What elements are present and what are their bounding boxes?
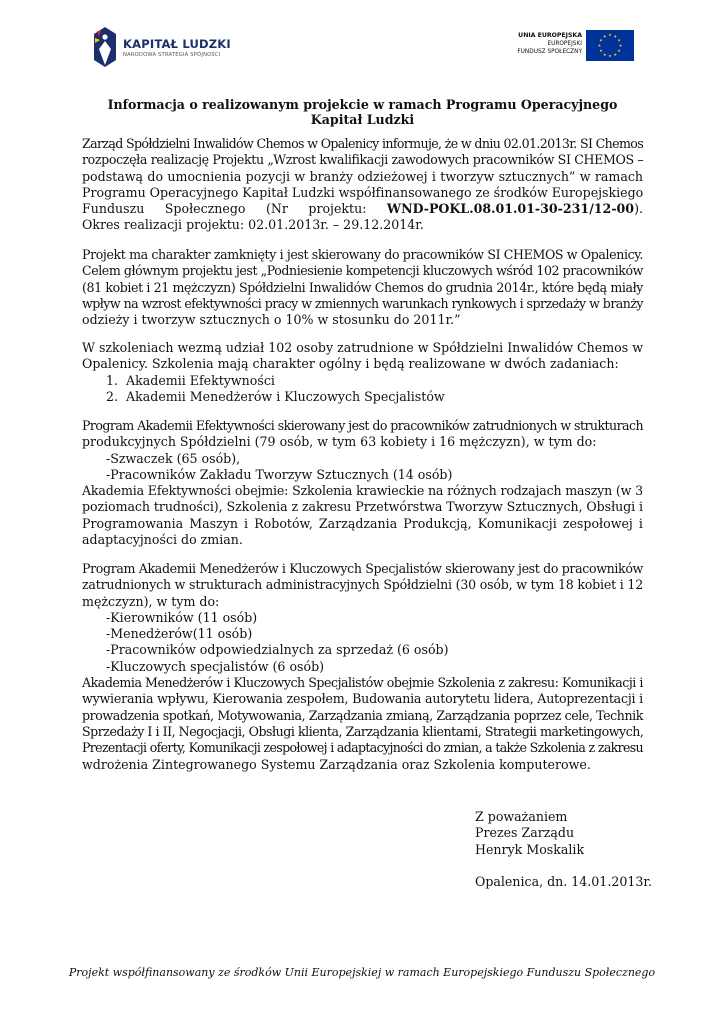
eu-flag-icon <box>586 30 634 61</box>
paragraph-trainings <box>82 340 643 405</box>
text-line: Akademia Efektywności obejmie: Szkolenia krawieckie na różnych rodzajach maszyn (w 3 <box>82 483 644 499</box>
list-item: -Kluczowych specjalistów (6 osób) <box>106 658 325 674</box>
paragraph-managers-academy <box>82 561 643 773</box>
list-item: 2. Akademii Menedżerów i Kluczowych Specjalistów <box>106 388 445 404</box>
eu-line-2: EUROPEJSKI <box>547 41 582 47</box>
signature-name: Henryk Moskalik <box>475 841 585 857</box>
text-line: zatrudnionych w strukturach administracyjnych Spółdzielni (30 osób, w tym 18 kobiet i 12 <box>82 577 644 593</box>
text-line: prowadzenia spotkań, Motywowania, Zarządzania zmianą, Zarządzania poprzez cele, Technik <box>82 707 643 723</box>
list-item: -Pracowników odpowiedzialnych za sprzedaż (6 osób) <box>106 642 449 658</box>
text-line: podstawą do umocnienia pozycji w branży odzieżowej i tworzyw sztucznych” w ramach <box>82 168 644 184</box>
project-number-suffix: ). <box>634 201 643 217</box>
document-title: Informacja o realizowanym projekcie w ramach Programu Operacyjnego Kapitał Ludzki <box>107 97 618 127</box>
text-line: Akademia Menedżerów i Kluczowych Specjalistów obejmie Szkolenia z zakresu: Komunikacji i <box>82 675 643 691</box>
kapital-ludzki-title: KAPITAŁ LUDZKI <box>123 37 231 51</box>
signature-closing: Z poważaniem <box>475 809 568 824</box>
eu-logo <box>480 29 636 63</box>
signature-date: Opalenica, dn. 14.01.2013r. <box>475 874 653 889</box>
list-item: 1. Akademii Efektywności <box>106 372 275 388</box>
text-line-period: Okres realizacji projektu: 02.01.2013r. – 29.12.2014r. <box>82 217 424 233</box>
signature-role: Prezes Zarządu <box>475 825 575 841</box>
list-item: -Menedżerów(11 osób) <box>106 626 253 642</box>
text-line: rozpoczęła realizację Projektu „Wzrost kwalifikacji zawodowych pracowników SI CHEMOS – <box>82 152 644 168</box>
kapital-ludzki-subtitle: NARODOWA STRATEGIA SPÓJNOŚCI <box>123 52 221 58</box>
project-number: WND-POKL.08.01.01-30-231/12-00 <box>386 201 635 217</box>
eu-line-3: FUNDUSZ SPOŁECZNY <box>517 49 582 55</box>
text-line: produkcyjnych Spółdzielni (79 osób, w tym 63 kobiety i 16 mężczyzn), w tym do: <box>82 434 597 450</box>
text-line: wpływ na wzrost efektywności pracy w zmiennych warunkach rynkowych i sprzedaży w branży <box>82 295 644 311</box>
text-line: Program Akademii Menedżerów i Kluczowych Specjalistów skierowany jest do pracowników <box>82 561 643 576</box>
text-line: Program Akademii Efektywności skierowany jest do pracowników zatrudnionych w strukturach <box>82 418 644 433</box>
text-line: odzieży i tworzyw sztucznych o 10% w stosunku do 2011r.” <box>82 312 461 328</box>
text-line: adaptacyjności do zmian. <box>82 532 243 548</box>
list-item: -Szwaczek (65 osób), <box>106 450 241 466</box>
text-line: wywierania wpływu, Kierowania zespołem, Budowania autorytetu lidera, Autoprezentacji i <box>82 691 643 707</box>
paragraph-goal <box>82 247 643 328</box>
text-line: Programu Operacyjnego Kapitał Ludzki współfinansowanego ze środków Europejskiego <box>82 184 644 200</box>
text-line: Sprzedaży I i II, Negocjacji, Obsługi klienta, Zarządzania klientami, Strategii marketingowych, <box>82 723 644 739</box>
text-line: Opalenicy. Szkolenia mają charakter ogólny i będą realizowane w dwóch zadaniach: <box>82 356 619 372</box>
text-line: Zarząd Spółdzielni Inwalidów Chemos w Opalenicy informuje, że w dniu 02.01.2013r. SI Chemos <box>82 136 644 151</box>
eu-line-1: UNIA EUROPEJSKA <box>518 32 582 39</box>
list-item: -Kierowników (11 osób) <box>106 609 258 625</box>
kapital-ludzki-logo <box>92 27 232 69</box>
kapital-ludzki-emblem-icon <box>92 27 118 67</box>
text-line: (81 kobiet i 21 mężczyzn) Spółdzielni Inwalidów Chemos do grudnia 2014r., które będą miały <box>82 279 644 295</box>
list-item: -Pracowników Zakładu Tworzyw Sztucznych (14 osób) <box>106 466 453 482</box>
signature-block <box>475 809 584 858</box>
text-line: Celem głównym projektu jest „Podniesienie kompetencji kluczowych wśród 102 pracowników <box>82 263 643 279</box>
paragraph-efficiency-academy <box>82 418 643 548</box>
text-line: mężczyzn), w tym do: <box>82 593 220 609</box>
text-line: poziomach trudności), Szkolenia z zakresu Przetwórstwa Tworzyw Sztucznych, Obsługi i <box>82 499 643 515</box>
paragraph-intro <box>82 136 643 234</box>
text-line: Prezentacji oferty, Komunikacji zespołowej i adaptacyjności do zmian, a także Szkolenia z zakresu <box>82 740 644 756</box>
text-line: Programowania Maszyn i Robotów, Zarządzania Produkcją, Komunikacji zespołowej i <box>82 515 643 531</box>
page-footer: Projekt współfinansowany ze środków Unii Europejskiej w ramach Europejskiego Funduszu Społecznego <box>68 966 656 979</box>
text-line: Projekt ma charakter zamknięty i jest skierowany do pracowników SI CHEMOS w Opalenicy. <box>82 247 643 262</box>
text-line-project-number <box>82 201 643 217</box>
text-line: wdrożenia Zintegrowanego Systemu Zarządzania oraz Szkolenia komputerowe. <box>82 756 591 772</box>
project-number-prefix: Funduszu Społecznego (Nr projektu: <box>82 201 387 217</box>
eu-logo-text <box>517 32 582 56</box>
text-line: W szkoleniach wezmą udział 102 osoby zatrudnione w Spółdzielni Inwalidów Chemos w <box>82 340 643 355</box>
